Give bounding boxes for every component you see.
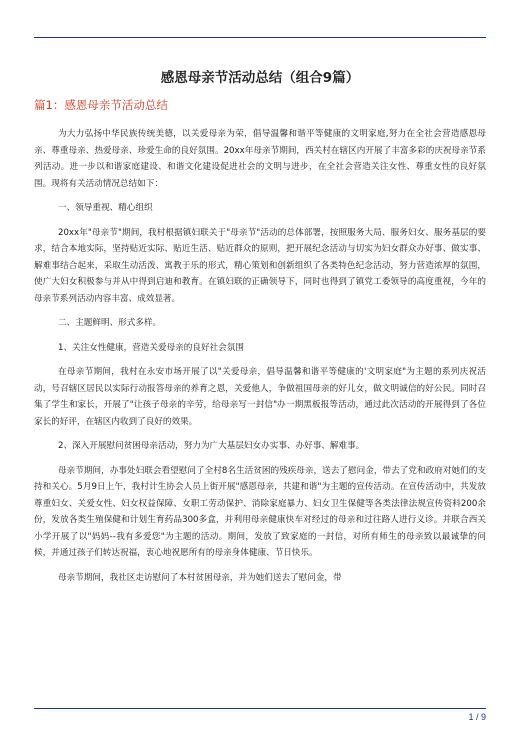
paragraph-leadership: 20xx年"母亲节"期间，我村根据镇妇联关于"母亲节"活动的总体部署，按照服务大局、服务妇女、服务基层的要求，结合本地实际，坚持贴近实际、贴近生活、贴近群众的原则，把开展纪念活动与切实为妇女群众办好事、做实事、解难事结合起来，采取生动活泼、寓教于乐的形式，精心策划和创新组织了各类特色纪念活动，努力营造浓厚的氛围，使广大妇女积极参与并从中得到启迪和教育。在镇妇联的正确领导下，同时也得到了镇党工委领导的高度重视，今年的母亲节系列活动内容丰富、成效显著。 (34, 227, 486, 304)
heading-2: 二、主题鲜明、形式多样。 (58, 318, 162, 328)
paragraph-community: 母亲节期间，我社区走访慰问了本村贫困母亲，并为她们送去了慰问金，带 (58, 572, 342, 583)
subheading-2-1: 1、关注女性健康，营造关爱母亲的良好社会氛围 (58, 342, 244, 353)
subheading-2-2: 2、深入开展慰问贫困母亲活动，努力为广大基层妇女办实事、办好事、解难事。 (58, 441, 365, 451)
paragraph-health: 在母亲节期间，我村在永安市场开展了以"关爱母亲，倡导温馨和谐平等健康的'文明家庭"为主题的系列庆祝活动，号召辖区居民以实际行动报答母亲的养育之恩，关爱他人，争做祖国母亲的好儿女，做文明诚信的好公民。同时召集了学生和家长，开展了"让孩子母亲的辛劳，给母亲写一封信"办一期黑板报等活动，通过此次活动的开展得到了各位家长的好评，在辖区内收到了良好的效果。 (34, 367, 486, 427)
paragraph-intro: 为大力弘扬中华民族传统美德，以关爱母亲为荣，倡导温馨和谐平等健康的文明家庭,努力在全社会营造感恩母亲、尊重母亲、热爱母亲、珍爱生命的良好氛围。20xx年母亲节期间，西关村在辖区内开展了丰富多彩的庆祝母亲节系列活动。进一步以和谐家庭建设、和谐文化建设促进社会的文明与进步，在全社会营造关注女性、尊重女性的良好氛围。现将有关活动情况总结如下： (34, 129, 486, 189)
section-title: 篇1：感恩母亲节活动总结 (34, 98, 168, 112)
footer-rule (34, 708, 486, 709)
document-title: 感恩母亲节活动总结（组合9篇） (160, 70, 360, 86)
header-rule (34, 37, 486, 38)
paragraph-visits: 母亲节期间，办事处妇联会看望慰问了全村8名生活贫困的残疾母亲，送去了慰问金，带去了党和政府对她们的支持和关心。5月9日上午，我村计生协会人员上街开展"感恩母亲，共建和谐"为主题的宣传活动。在宣传活动中，共发放尊重妇女、关爱女性、妇女权益保障、女职工劳动保护、消除家庭暴力、妇女卫生保健等各类法律法规宣传资料200余份，发放各类生殖保健和计划生育药品300多盒，并利用母亲健康快车对经过的母亲和过往路人进行义诊。并联合西关小学开展了以"妈妈--我有多爱您"为主题的活动。期间，发放了致家庭的一封信，对所有师生的母亲致以最诚挚的问候，并通过孩子们转达祝福，衷心地祝愿所有的母亲身体健康、节日快乐。 (34, 465, 486, 558)
heading-1: 一、领导重视、精心组织 (58, 203, 153, 213)
page-indicator: 1 / 9 (468, 712, 486, 722)
document-body (34, 126, 486, 594)
